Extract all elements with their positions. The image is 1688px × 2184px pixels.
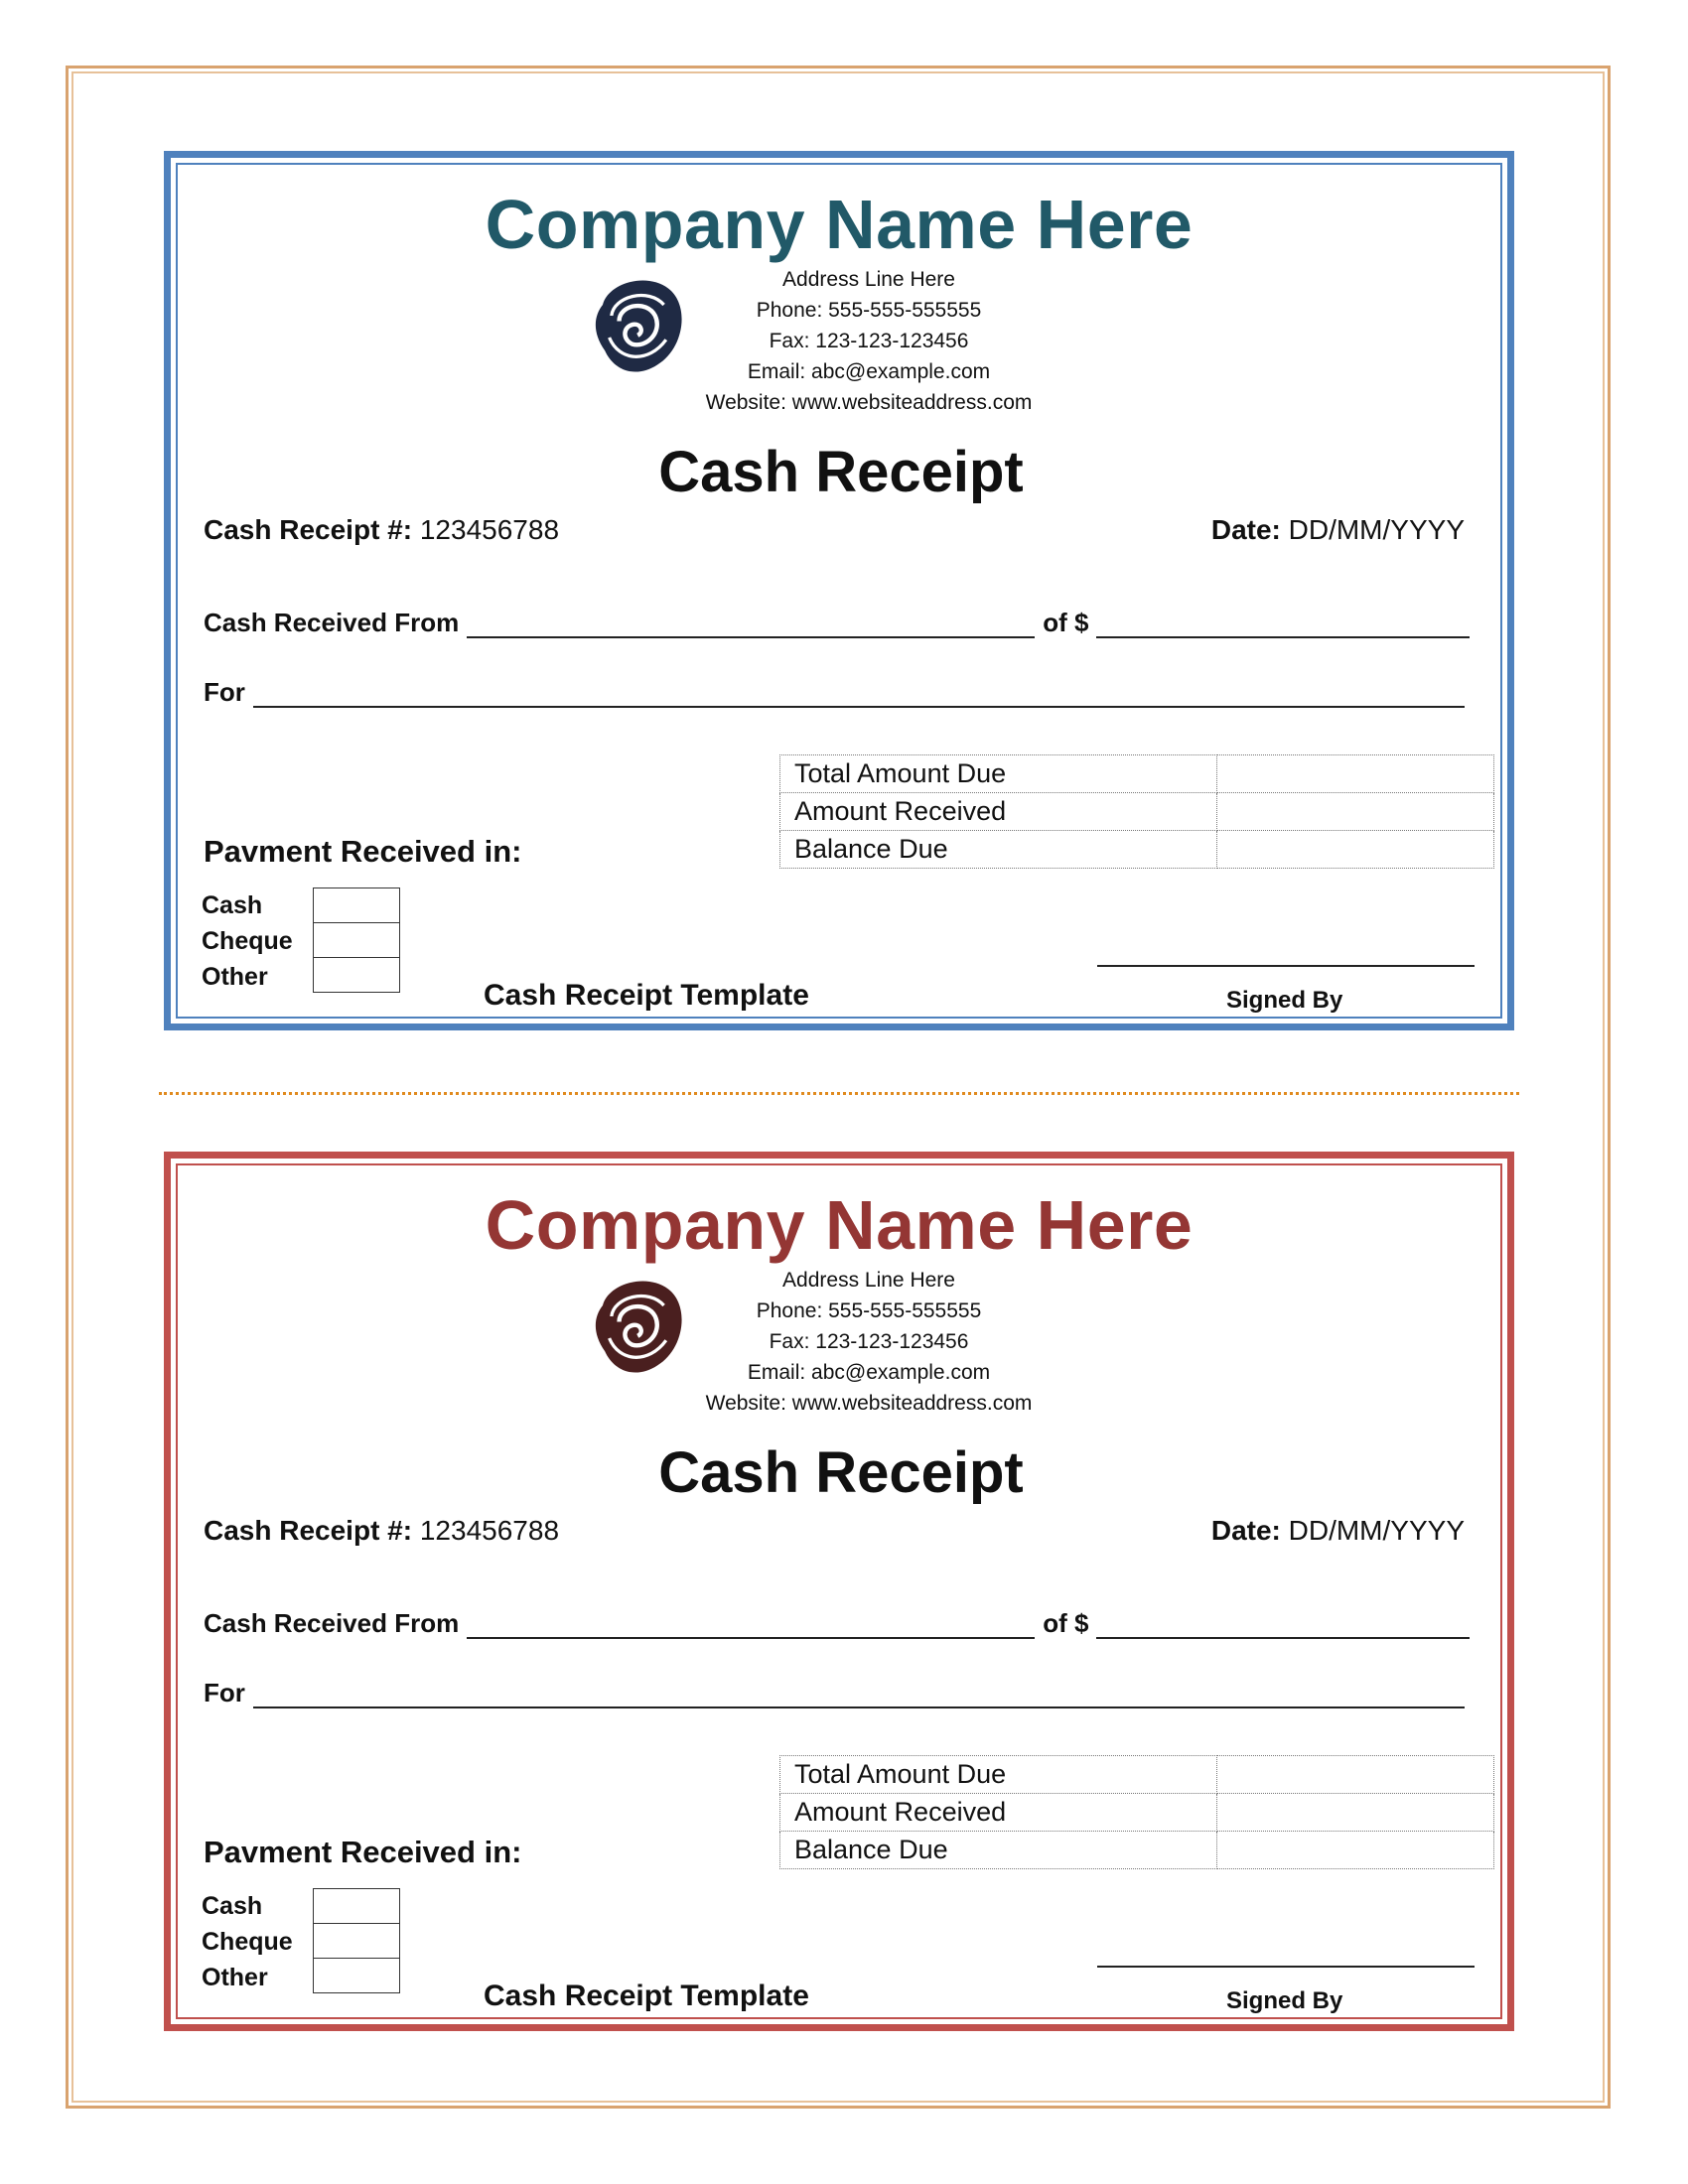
balance-due-cell[interactable] xyxy=(1217,1832,1494,1869)
fax-line: Fax: 123-123-123456 xyxy=(769,330,969,352)
payment-option-cash: Cash xyxy=(202,891,263,919)
amount-table xyxy=(779,754,1494,869)
balance-due-label: Balance Due xyxy=(780,1832,1217,1869)
receipt-number: Cash Receipt #: 123456788 xyxy=(204,1515,560,1546)
address-line: Address Line Here xyxy=(782,268,955,291)
receipt-red xyxy=(164,1152,1514,2031)
payment-option-other: Other xyxy=(202,963,268,991)
rose-logo-icon xyxy=(581,1273,690,1382)
receipt-title: Cash Receipt xyxy=(658,440,1024,504)
received-from-row xyxy=(204,1608,1477,1639)
other-checkbox[interactable] xyxy=(313,957,400,993)
table-row xyxy=(780,1832,1494,1869)
cheque-checkbox[interactable] xyxy=(313,922,400,957)
payment-options xyxy=(202,887,293,995)
received-from-label: Cash Received From xyxy=(204,608,460,637)
template-label: Cash Receipt Template xyxy=(484,1979,809,2012)
amount-received-cell[interactable] xyxy=(1217,793,1494,831)
company-name: Company Name Here xyxy=(485,186,1194,263)
payment-option-cheque: Cheque xyxy=(202,927,293,955)
payment-heading: Pavment Received in: xyxy=(204,1835,522,1869)
cash-checkbox[interactable] xyxy=(313,1888,400,1923)
amount-field[interactable] xyxy=(1096,1613,1470,1639)
contact-block xyxy=(680,1265,1057,1419)
amount-table xyxy=(779,1755,1494,1869)
received-from-field[interactable] xyxy=(467,613,1035,638)
website-line: Website: www.websiteaddress.com xyxy=(705,1392,1033,1415)
total-amount-due-cell[interactable] xyxy=(1217,755,1494,793)
cheque-checkbox[interactable] xyxy=(313,1923,400,1958)
contact-block xyxy=(680,264,1057,418)
signature-line[interactable] xyxy=(1097,965,1475,967)
amount-field[interactable] xyxy=(1096,613,1470,638)
amount-received-cell[interactable] xyxy=(1217,1794,1494,1832)
template-label: Cash Receipt Template xyxy=(484,979,809,1012)
receipt-number: Cash Receipt #: 123456788 xyxy=(204,514,560,545)
table-row xyxy=(780,831,1494,869)
of-label: of $ xyxy=(1043,608,1089,637)
rose-logo-icon xyxy=(581,272,690,381)
table-row xyxy=(780,755,1494,793)
for-label: For xyxy=(204,1678,245,1707)
other-checkbox[interactable] xyxy=(313,1958,400,1993)
phone-line: Phone: 555-555-555555 xyxy=(756,1299,982,1322)
email-line: Email: abc@example.com xyxy=(747,1361,991,1384)
payment-checkboxes xyxy=(313,1888,400,1993)
of-label: of $ xyxy=(1043,1608,1089,1638)
receipt-blue xyxy=(164,151,1514,1030)
balance-due-cell[interactable] xyxy=(1217,831,1494,869)
table-row xyxy=(780,793,1494,831)
amount-received-label: Amount Received xyxy=(780,793,1217,831)
email-line: Email: abc@example.com xyxy=(747,360,991,383)
receipt-title: Cash Receipt xyxy=(658,1440,1024,1505)
for-label: For xyxy=(204,677,245,707)
payment-option-cash: Cash xyxy=(202,1892,263,1920)
company-name: Company Name Here xyxy=(485,1186,1194,1264)
total-amount-due-label: Total Amount Due xyxy=(780,1756,1217,1794)
received-from-label: Cash Received From xyxy=(204,1608,460,1638)
payment-checkboxes xyxy=(313,887,400,993)
address-line: Address Line Here xyxy=(782,1269,955,1292)
cash-checkbox[interactable] xyxy=(313,887,400,922)
table-row xyxy=(780,1794,1494,1832)
phone-line: Phone: 555-555-555555 xyxy=(756,299,982,322)
website-line: Website: www.websiteaddress.com xyxy=(705,391,1033,414)
table-row xyxy=(780,1756,1494,1794)
payment-option-other: Other xyxy=(202,1964,268,1991)
total-amount-due-cell[interactable] xyxy=(1217,1756,1494,1794)
balance-due-label: Balance Due xyxy=(780,831,1217,869)
for-field[interactable] xyxy=(253,682,1465,708)
for-row xyxy=(204,1678,1473,1708)
signed-by-label: Signed By xyxy=(1226,1987,1343,2014)
payment-heading: Pavment Received in: xyxy=(204,834,522,869)
fax-line: Fax: 123-123-123456 xyxy=(769,1330,969,1353)
received-from-field[interactable] xyxy=(467,1613,1035,1639)
receipt-date: Date: DD/MM/YYYY xyxy=(1210,514,1465,545)
received-from-row xyxy=(204,608,1477,638)
signed-by-label: Signed By xyxy=(1226,987,1343,1014)
payment-option-cheque: Cheque xyxy=(202,1928,293,1956)
for-row xyxy=(204,677,1473,708)
signature-line[interactable] xyxy=(1097,1966,1475,1968)
cut-line-divider xyxy=(159,1092,1519,1095)
for-field[interactable] xyxy=(253,1683,1465,1708)
amount-received-label: Amount Received xyxy=(780,1794,1217,1832)
receipt-date: Date: DD/MM/YYYY xyxy=(1210,1515,1465,1546)
payment-options xyxy=(202,1888,293,1995)
total-amount-due-label: Total Amount Due xyxy=(780,755,1217,793)
